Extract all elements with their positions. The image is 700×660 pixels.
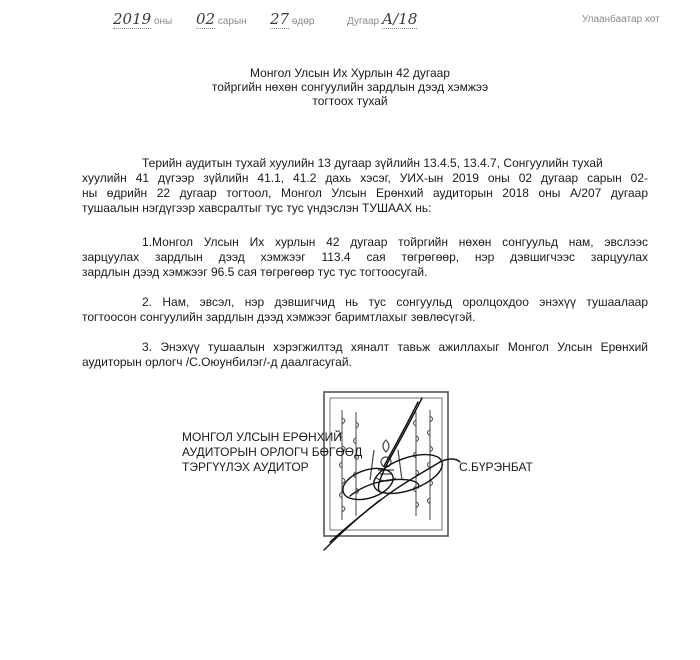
paragraph-item-2: [82, 295, 648, 325]
signatory-title: [182, 430, 362, 475]
date-year-value: 2019: [113, 10, 152, 28]
date-year-suffix: оны: [153, 16, 173, 27]
title-line: Монгол Улсын Их Хурлын 42 дугаар: [250, 66, 450, 80]
signatory-title-line: ТЭРГҮҮЛЭХ АУДИТОР: [182, 460, 309, 474]
paragraph-item-3: [82, 340, 648, 370]
header-document-number: [347, 10, 417, 29]
header-date-year: [113, 10, 172, 29]
paragraph-line: тогтоосон сонгуулийн зардлын дээд хэмжээг баримтлахыг зөвлөсүгэй.: [82, 310, 476, 324]
title-line: тогтоох тухай: [312, 94, 388, 108]
paragraph-line: 2. Нам, эвсэл, нэр дэвшигчид нь тус сонгуульд оролцохдоо энэхүү тушаалаар: [142, 295, 648, 309]
paragraph-line: зарцуулах зардлын дээд хэмжээг 113.4 сая төгрөгөөр, нэр дэвшигчээс зарцуулах: [82, 250, 648, 264]
paragraph-item-1: [82, 235, 648, 280]
date-month-value: 02: [196, 10, 216, 28]
paragraph-line: зардлын дээд хэмжээг 96.5 сая төгрөгөөр тус тус тогтоосугай.: [82, 265, 428, 279]
signatory-title-line: АУДИТОРЫН ОРЛОГЧ БӨГӨӨД: [182, 445, 363, 459]
paragraph-line: хуулийн 41 дүгээр зүйлийн 41.1, 41.2 дахь хэсэг, УИХ-ын 2019 оны 02 дугаар сарын 02-: [82, 171, 648, 185]
date-day-suffix: өдөр: [291, 16, 315, 27]
header-date-day: [270, 10, 314, 29]
paragraph-line: 3. Энэхүү тушаалын хэрэгжилтэд хяналт тавьж ажиллахыг Монгол Улсын Ерөнхий: [142, 340, 648, 354]
date-month-suffix: сарын: [217, 16, 247, 27]
paragraph-line: ны өдрийн 22 дугаар тогтоол, Монгол Улсын Ерөнхий аудиторын 2018 оны А/207 дугаар: [82, 186, 648, 200]
title-line: тойргийн нөхөн сонгуулийн зардлын дээд хэмжээ: [211, 80, 489, 94]
signatory-name: С.БҮРЭНБАТ: [459, 460, 533, 474]
handwritten-signature: [290, 392, 480, 562]
header-place: Улаанбаатар хот: [582, 14, 660, 25]
paragraph-preamble: [82, 156, 648, 216]
paragraph-line: 1.Монгол Улсын Их хурлын 42 дугаар тойргийн нөхөн сонгуульд нам, эвслээс: [142, 235, 648, 249]
paragraph-line: тушаалын нэгдүгээр хавсралтыг тус тус үндэслэн ТУШААХ нь:: [82, 201, 432, 215]
signatory-title-line: МОНГОЛ УЛСЫН ЕРӨНХИЙ: [182, 430, 342, 444]
date-day-value: 27: [270, 10, 290, 28]
header-date-month: [196, 10, 247, 29]
paragraph-line: Терийн аудитын тухай хуулийн 13 дугаар зүйлийн 13.4.5, 13.4.7, Сонгуулийн тухай: [142, 156, 603, 170]
number-value: А/18: [381, 10, 418, 28]
number-label: Дугаар: [347, 16, 380, 27]
document-title: [150, 66, 550, 108]
paragraph-line: аудиторын орлогч /С.Оюунбилэг/-д даалгасугай.: [82, 355, 352, 369]
